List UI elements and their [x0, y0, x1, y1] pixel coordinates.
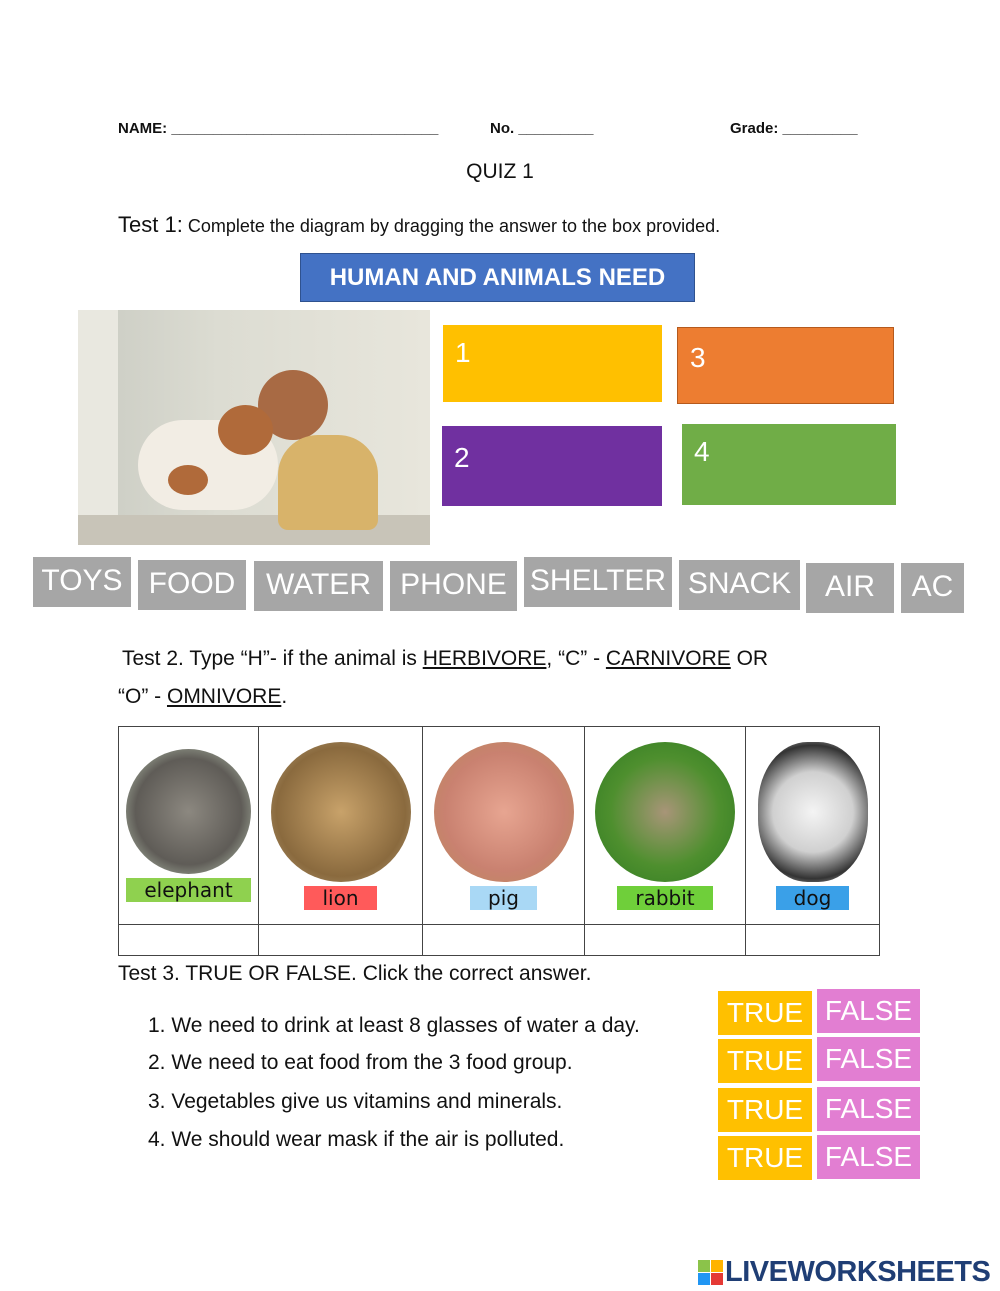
- diagram-banner: HUMAN AND ANIMALS NEED: [300, 253, 695, 302]
- false-button-4[interactable]: FALSE: [817, 1135, 920, 1179]
- answer-input-rabbit[interactable]: [585, 925, 746, 956]
- answer-box-2[interactable]: [442, 426, 662, 506]
- animal-cell-pig: [423, 727, 585, 925]
- answer-box-1[interactable]: [443, 325, 662, 402]
- test2-instruction-line1: Test 2. Type “H”- if the animal is HERBIVORE, “C” - CARNIVORE OR: [122, 647, 769, 670]
- animal-cell-elephant: [119, 727, 259, 925]
- true-button-4[interactable]: TRUE: [718, 1136, 812, 1180]
- answer-input-elephant[interactable]: [119, 925, 259, 956]
- true-button-1[interactable]: TRUE: [718, 991, 812, 1035]
- animal-label: pig: [470, 886, 537, 910]
- number-field-label: No. _________: [490, 120, 594, 137]
- animal-classification-table: [118, 726, 880, 956]
- choice-snack[interactable]: SNACK: [679, 560, 800, 610]
- answer-input-lion[interactable]: [259, 925, 423, 956]
- animal-label: dog: [776, 886, 850, 910]
- answer-input-dog[interactable]: [746, 925, 880, 956]
- choice-ac[interactable]: AC: [901, 563, 964, 613]
- box-number: 2: [454, 442, 470, 473]
- animal-label: lion: [304, 886, 376, 910]
- statement-1: 1. We need to drink at least 8 glasses of water a day.: [148, 1014, 640, 1037]
- animal-cell-lion: [259, 727, 423, 925]
- test2-instruction-line2: “O” - OMNIVORE.: [118, 685, 288, 708]
- choice-air[interactable]: AIR: [806, 563, 894, 613]
- page-title: QUIZ 1: [466, 160, 534, 183]
- animal-label: rabbit: [617, 886, 712, 910]
- liveworksheets-logo: LIVEWORKSHEETS: [698, 1256, 990, 1289]
- lion-image: [271, 742, 411, 882]
- statement-4: 4. We should wear mask if the air is polluted.: [148, 1128, 565, 1151]
- animal-label: elephant: [126, 878, 250, 902]
- boy-and-dog-photo: [78, 310, 430, 545]
- answer-input-pig[interactable]: [423, 925, 585, 956]
- box-number: 1: [455, 337, 471, 368]
- choice-water[interactable]: WATER: [254, 561, 383, 611]
- box-number: 4: [694, 436, 710, 467]
- statement-2: 2. We need to eat food from the 3 food group.: [148, 1051, 573, 1074]
- false-button-2[interactable]: FALSE: [817, 1037, 920, 1081]
- box-number: 3: [690, 342, 706, 373]
- false-button-1[interactable]: FALSE: [817, 989, 920, 1033]
- test3-instruction: Test 3. TRUE OR FALSE. Click the correct answer.: [118, 962, 592, 985]
- true-button-3[interactable]: TRUE: [718, 1088, 812, 1132]
- test1-instruction: Test 1: Complete the diagram by dragging the answer to the box provided.: [118, 212, 721, 237]
- pig-image: [434, 742, 574, 882]
- grade-field-label: Grade: _________: [730, 120, 858, 137]
- choice-shelter[interactable]: SHELTER: [524, 557, 672, 607]
- answer-box-3[interactable]: [677, 327, 894, 404]
- live-badge-icon: [698, 1260, 723, 1285]
- true-button-2[interactable]: TRUE: [718, 1039, 812, 1083]
- choice-toys[interactable]: TOYS: [33, 557, 131, 607]
- animal-cell-rabbit: [585, 727, 746, 925]
- name-field-label: NAME: ________________________________: [118, 120, 439, 137]
- false-button-3[interactable]: FALSE: [817, 1087, 920, 1131]
- elephant-image: [126, 749, 251, 874]
- choice-food[interactable]: FOOD: [138, 560, 246, 610]
- rabbit-image: [595, 742, 735, 882]
- answer-box-4[interactable]: [682, 424, 896, 505]
- dog-image: [758, 742, 868, 882]
- animal-cell-dog: [746, 727, 880, 925]
- choice-phone[interactable]: PHONE: [390, 561, 517, 611]
- statement-3: 3. Vegetables give us vitamins and minerals.: [148, 1090, 563, 1113]
